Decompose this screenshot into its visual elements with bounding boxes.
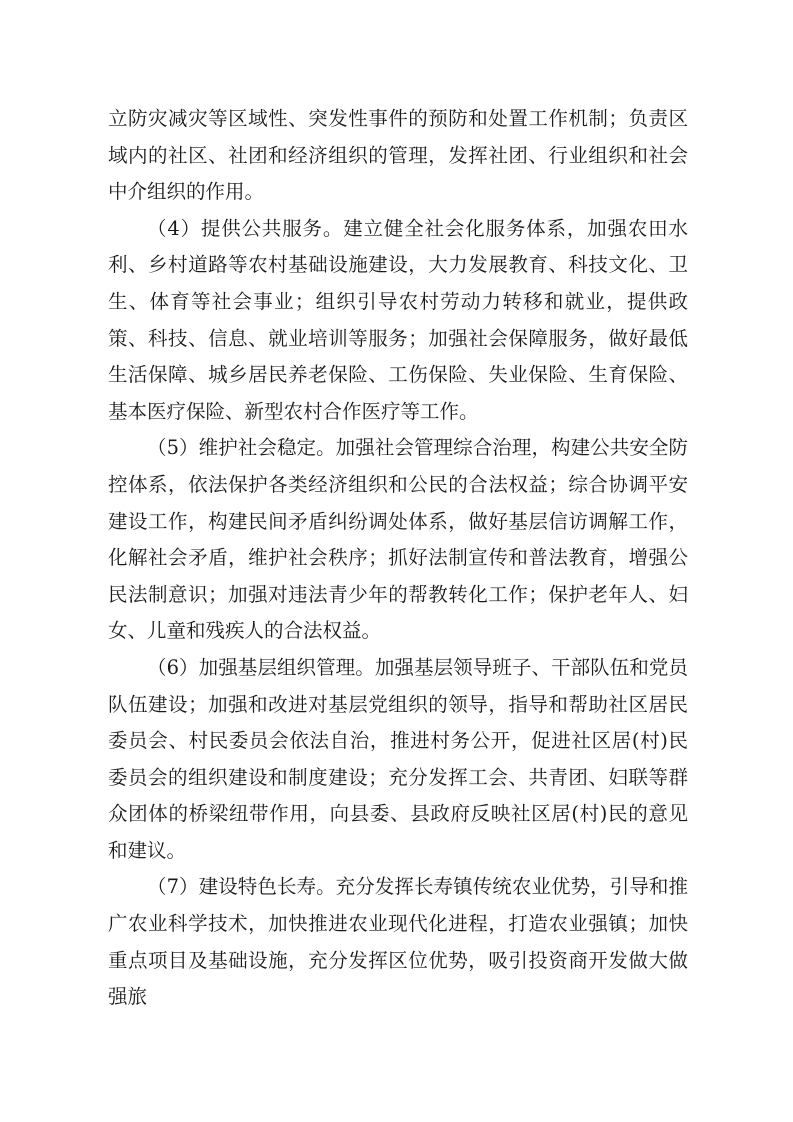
paragraph-longevity-features: （7）建设特色长寿。充分发挥长寿镇传统农业优势，引导和推广农业科学技术，加快推进农业现代化进程，打造农业强镇；加快重点项目及基础设施，充分发挥区位优势，吸引投资商开发做大做强旅 — [108, 875, 688, 1009]
paragraph-public-services: （4）提供公共服务。建立健全社会化服务体系，加强农田水利、乡村道路等农村基础设施建设，大力发展教育、科技文化、卫生、体育等社会事业；组织引导农村劳动力转移和就业，提供政策、科技、信息、就业培训等服务；加强社会保障服务，做好最低生活保障、城乡居民养老保险、工伤保险、失业保险、生育保险、基本医疗保险、新型农村合作医疗等工作。 — [108, 216, 688, 423]
paragraph-social-stability: （5）维护社会稳定。加强社会管理综合治理，构建公共安全防控体系，依法保护各类经济组织和公民的合法权益；综合协调平安建设工作，构建民间矛盾纠纷调处体系，做好基层信访调解工作，化解社会矛盾，维护社会秩序；抓好法制宣传和普法教育，增强公民法制意识；加强对违法青少年的帮教转化工作；保护老年人、妇女、儿童和残疾人的合法权益。 — [108, 436, 688, 643]
paragraph-grassroots-organization: （6）加强基层组织管理。加强基层领导班子、干部队伍和党员队伍建设；加强和改进对基层党组织的领导，指导和帮助社区居民委员会、村民委员会依法自治，推进村务公开，促进社区居(村)民委员会的组织建设和制度建设；充分发挥工会、共青团、妇联等群众团体的桥梁纽带作用，向县委、县政府反映社区居(村)民的意见和建议。 — [108, 655, 688, 862]
document-body — [108, 101, 688, 1016]
paragraph-continued-intro: 立防灾减灾等区域性、突发性事件的预防和处置工作机制；负责区域内的社区、社团和经济组织的管理，发挥社团、行业组织和社会中介组织的作用。 — [108, 107, 688, 204]
